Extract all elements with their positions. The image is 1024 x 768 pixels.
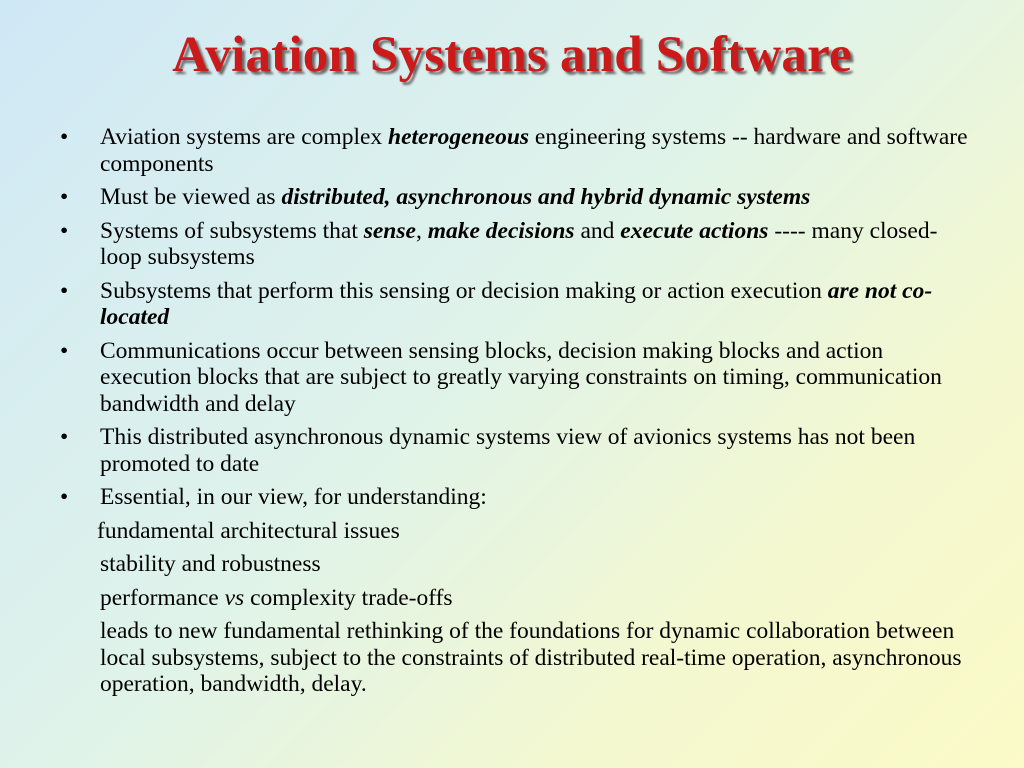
bullet-item <box>60 278 970 331</box>
bullet-text: Aviation systems are complex <box>100 124 389 150</box>
emphasis-text: heterogeneous <box>388 124 530 150</box>
bullet-text: Must be viewed as <box>100 184 282 210</box>
bullet-text: Subsystems that perform this sensing or decision making or action execution <box>100 277 828 304</box>
emphasis-text: distributed, asynchronous and hybrid dynamic systems <box>281 184 811 210</box>
emphasis-text: sense <box>363 217 416 244</box>
bullet-text: Essential, in our view, for understanding: <box>100 484 487 510</box>
emphasis-text: make decisions <box>427 217 575 244</box>
bullet-item <box>60 124 970 177</box>
bullet-text: engineering systems -- hardware and software components <box>100 124 968 177</box>
bullet-text: Communications occur between sensing blocks, decision making blocks and action execution blocks that are subject to greatly varying constraints on timing, communication bandwidth and delay <box>100 337 942 417</box>
bullet-text: ---- many closed-loop subsystems <box>100 217 938 270</box>
emphasis-text: execute actions <box>620 217 769 244</box>
emphasis-text: vs <box>224 584 245 611</box>
bullet-list <box>60 124 970 705</box>
bullet-marker: • <box>60 277 69 304</box>
sub-item <box>60 518 970 545</box>
bullet-text: Systems of subsystems that <box>100 217 364 244</box>
sub-item-text: stability and robustness <box>100 551 321 577</box>
bullet-text: and <box>574 217 621 244</box>
sub-item-text: complexity trade-offs <box>244 584 453 611</box>
bullet-item <box>60 484 970 511</box>
bullet-text: This distributed asynchronous dynamic systems view of avionics systems has not been promoted to date <box>100 424 916 477</box>
sub-item-text: performance <box>100 584 225 611</box>
bullet-item <box>60 184 970 211</box>
bullet-item <box>60 338 970 418</box>
bullet-marker: • <box>60 124 69 150</box>
bullet-marker: • <box>60 217 69 244</box>
sub-item <box>60 585 970 612</box>
bullet-item <box>60 424 970 477</box>
bullet-marker: • <box>60 337 69 364</box>
bullet-text: , <box>415 217 428 244</box>
emphasis-text: are not co-located <box>100 277 933 330</box>
slide-title: Aviation Systems and Software <box>172 27 852 83</box>
sub-item-text: leads to new fundamental rethinking of the foundations for dynamic collaboration between local subsystems, subject to the constraints of distributed real-time operation, asynchronous operation, bandwidth, delay. <box>100 618 962 697</box>
bullet-marker: • <box>60 484 69 510</box>
sub-item-text: fundamental architectural issues <box>97 517 400 544</box>
bullet-item <box>60 218 970 271</box>
sub-item <box>60 618 970 698</box>
sub-item <box>60 551 970 578</box>
bullet-marker: • <box>60 184 69 210</box>
bullet-marker: • <box>60 424 69 450</box>
